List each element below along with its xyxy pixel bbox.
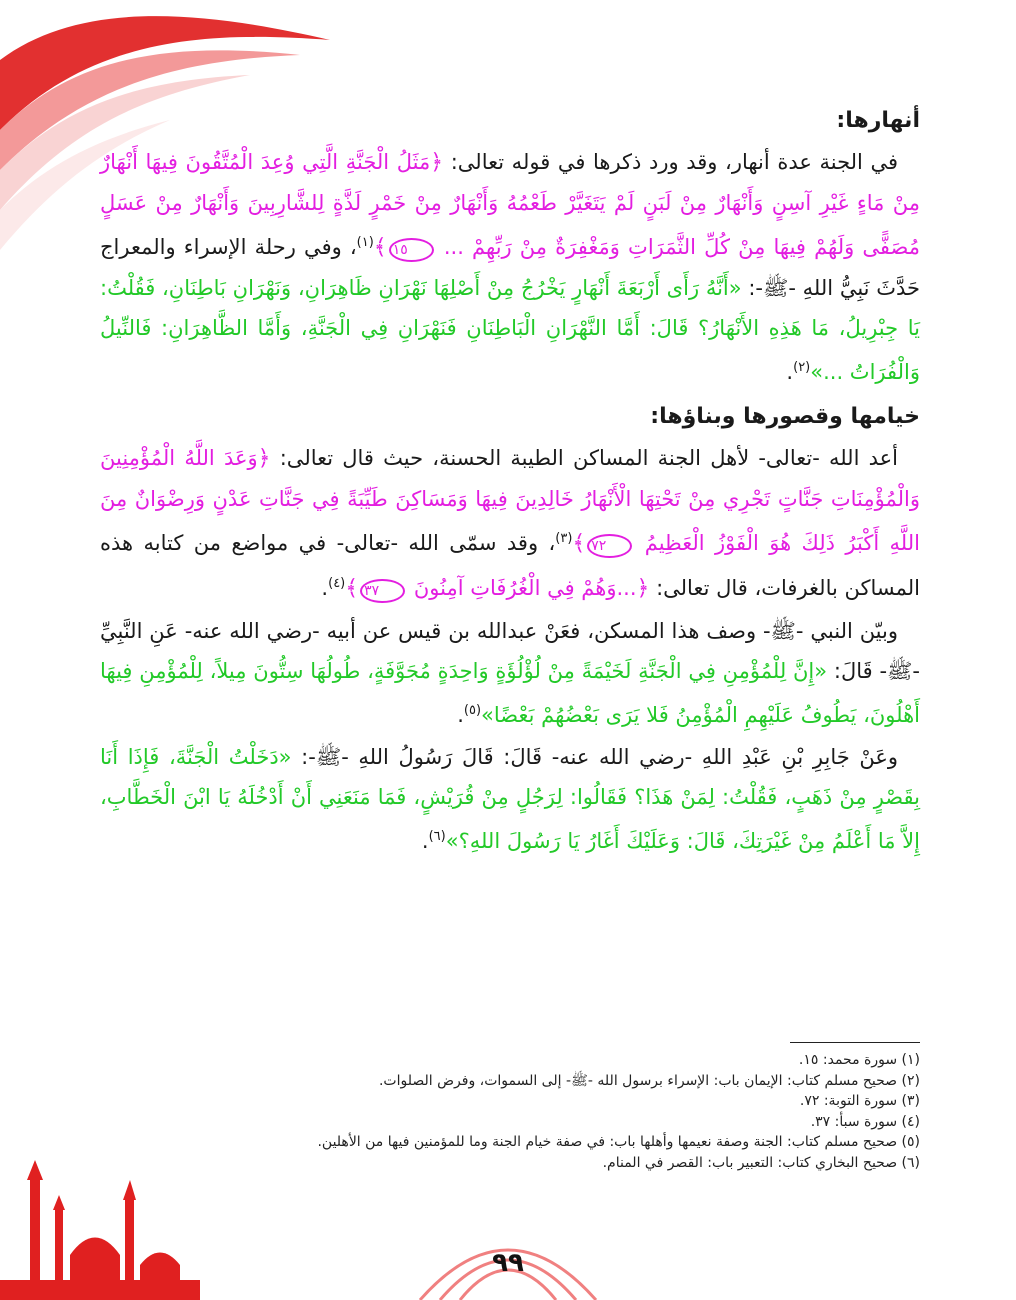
footnote-item: (١) سورة محمد: ١٥. bbox=[798, 1052, 920, 1068]
footnote-ref: (٥) bbox=[463, 703, 482, 718]
heading-rivers: أنهارها: bbox=[836, 108, 920, 133]
quran-bracket-close: ﴾ bbox=[373, 235, 387, 260]
footnotes bbox=[100, 1050, 920, 1173]
quran-bracket-close: ﴾ bbox=[572, 531, 586, 556]
intro-text: في الجنة عدة أنهار، وقد ورد ذكرها في قوله تعالى: bbox=[443, 150, 899, 174]
hadith-text: «أَنَّهُ رَأَى أَرْبَعَةَ أَنْهَارٍ يَخْرُجُ مِنْ أَصْلِهَا نَهْرَانِ ظَاهِرَانِ، وَنَهْرَانِ بَاطِنَانِ، فَقُلْتُ: يَا جِبْرِيلُ، مَا هَذِهِ الأَنْهَارُ؟ قَالَ: أَمَّا النَّهْرَانِ الْبَاطِنَانِ فَنَهْرَانِ فِي الْجَنَّةِ، وَأَمَّا الظَّاهِرَانِ: فَالنِّيلُ وَالْفُرَاتُ ...» bbox=[100, 276, 920, 384]
footnote-item: (٥) صحيح مسلم كتاب: الجنة وصفة نعيمها وأهلها باب: في صفة خيام الجنة وما للمؤمنين فيها من الأهلين. bbox=[317, 1134, 920, 1150]
page-number: ٩٩ bbox=[492, 1248, 524, 1278]
footnote-ref: (٦) bbox=[428, 829, 446, 844]
footnote-ref: (٤) bbox=[328, 576, 346, 591]
footnote-divider bbox=[790, 1042, 920, 1043]
verse-number: ٧٢ bbox=[587, 534, 632, 558]
footnote-item: (٣) سورة التوبة: ٧٢. bbox=[799, 1093, 920, 1109]
footnote-item: (٢) صحيح مسلم كتاب: الإيمان باب: الإسراء برسول الله -ﷺ- إلى السموات، وفرض الصلوات. bbox=[378, 1072, 920, 1089]
footnote-ref: (٣) bbox=[555, 531, 573, 546]
main-content bbox=[100, 96, 920, 863]
period: . bbox=[421, 829, 429, 853]
intro-text: أعد الله -تعالى- لأهل الجنة المساكن الطيبة الحسنة، حيث قال تعالى: bbox=[270, 446, 898, 470]
quran-bracket-open: ﴿ bbox=[430, 150, 444, 175]
footnote-ref: (١) bbox=[356, 235, 374, 250]
quran-verse-text: مَثَلُ الْجَنَّةِ الَّتِي وُعِدَ الْمُتَّقُونَ فِيهَا أَنْهَارٌ مِنْ مَاءٍ غَيْرِ آسِنٍ وَأَنْهَارٌ مِنْ لَبَنٍ لَمْ يَتَغَيَّرْ طَعْمُهُ وَأَنْهَارٌ مِنْ خَمْرٍ لَذَّةٍ لِلشَّارِبِينَ وَأَنْهَارٌ مِنْ عَسَلٍ مُصَفًّى وَلَهُمْ فِيهَا مِنْ كُلِّ الثَّمَرَاتِ وَمَغْفِرَةٌ مِنْ رَبِّهِمْ ... bbox=[100, 150, 920, 259]
period: . bbox=[457, 703, 464, 727]
period: . bbox=[321, 576, 329, 600]
quran-verse-text: وَعَدَ اللَّهُ الْمُؤْمِنِينَ وَالْمُؤْمِنَاتِ جَنَّاتٍ تَجْرِي مِنْ تَحْتِهَا الْأَنْهَارُ خَالِدِينَ فِيهَا وَمَسَاكِنَ طَيِّبَةً فِي جَنَّاتِ عَدْنٍ وَرِضْوَانٌ مِنَ اللَّهِ أَكْبَرُ ذَلِكَ هُوَ الْفَوْزُ الْعَظِيمُ bbox=[100, 446, 920, 555]
body-text: ، وفي رحلة الإسراء والمعراج حَدَّثَ نَبِيُّ اللهِ -ﷺ-: bbox=[100, 235, 920, 300]
intro-text: وعَنْ جَابِرِ بْنِ عَبْدِ اللهِ -رضي الله عنه- قَالَ: قَالَ رَسُولُ اللهِ -ﷺ-: bbox=[291, 745, 898, 769]
body-text: ، وقد سمّى الله -تعالى- في مواضع من كتابه هذه المساكن بالغرفات، قال تعالى: bbox=[100, 531, 920, 600]
period: . bbox=[786, 360, 794, 384]
quran-verse-text: ...وَهُمْ فِي الْغُرُفَاتِ آمِنُونَ bbox=[413, 576, 637, 600]
rivers-paragraph bbox=[100, 142, 920, 392]
palace-paragraph bbox=[100, 737, 920, 861]
tent-paragraph bbox=[100, 611, 920, 735]
verse-number: ٣٧ bbox=[360, 579, 405, 603]
hadith-text: «دَخَلْتُ الْجَنَّةَ، فَإِذَا أَنَا بِقَصْرٍ مِنْ ذَهَبٍ، فَقُلْتُ: لِمَنْ هَذَا؟ فَقَالُوا: لِرَجُلٍ مِنْ قُرَيْشٍ، فَمَا مَنَعَنِي أَنْ أَدْخُلَهُ يَا ابْنَ الْخَطَّابِ، إِلاَّ مَا أَعْلَمُ مِنْ غَيْرَتِكَ، قَالَ: وَعَلَيْكَ أَغَارُ يَا رَسُولَ اللهِ؟» bbox=[100, 745, 920, 853]
quran-bracket-open: ﴿ bbox=[257, 446, 271, 471]
dwellings-paragraph bbox=[100, 438, 920, 609]
verse-number: ١٥ bbox=[389, 238, 434, 262]
intro-text: وبيّن النبي -ﷺ- وصف هذا المسكن، فعَنْ عبدالله بن قيس عن أبيه -رضي الله عنه- عَنِ النَّبِيِّ -ﷺ- قَالَ: bbox=[100, 619, 920, 683]
heading-tents-palaces: خيامها وقصورها وبناؤها: bbox=[650, 404, 920, 429]
quran-bracket-close: ﴾ bbox=[345, 576, 359, 601]
footnote-item: (٤) سورة سبأ: ٣٧. bbox=[810, 1113, 920, 1130]
quran-bracket-open: ﴿ bbox=[636, 576, 650, 601]
footnote-ref: (٢) bbox=[793, 360, 811, 375]
hadith-text: «إِنَّ لِلْمُؤْمِنِ فِي الْجَنَّةِ لَخَيْمَةً مِنْ لُؤْلُؤَةٍ وَاحِدَةٍ مُجَوَّفَةٍ، طُولُهَا سِتُّونَ مِيلاً، لِلْمُؤْمِنِ فِيهَا أَهْلُونَ، يَطُوفُ عَلَيْهِمِ الْمُؤْمِنُ فَلا يَرَى بَعْضُهُمْ بَعْضًا» bbox=[100, 659, 920, 727]
footnote-item: (٦) صحيح البخاري كتاب: التعبير باب: القصر في المنام. bbox=[602, 1154, 920, 1171]
